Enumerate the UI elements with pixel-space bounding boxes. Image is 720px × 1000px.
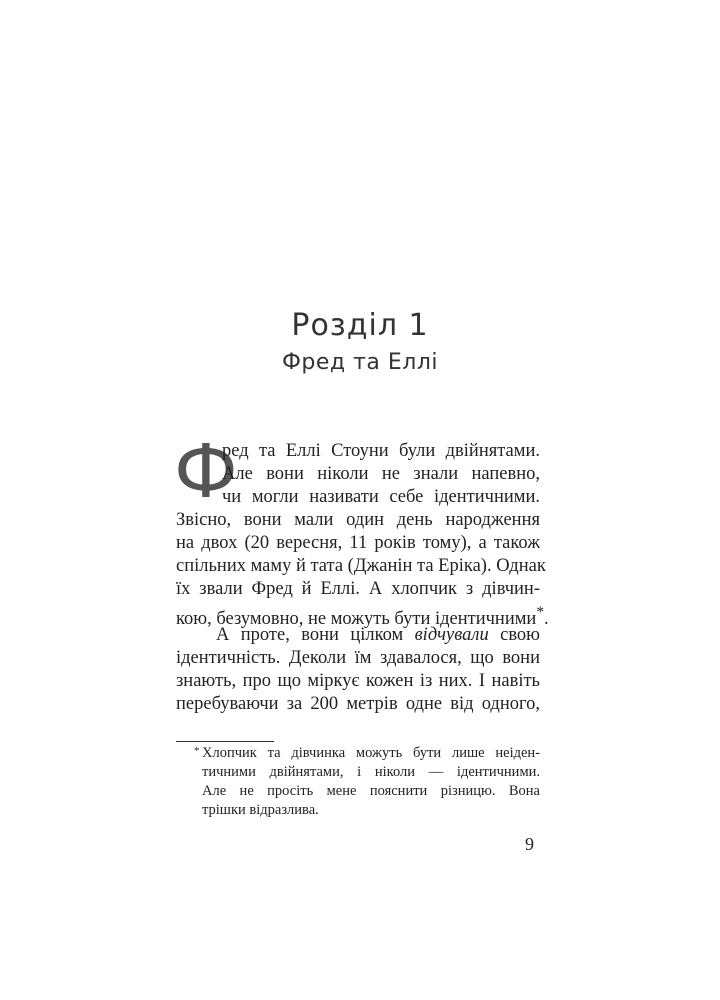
footnote — [194, 744, 540, 820]
text-line: ідентичність. Деколи їм здавалося, що вони — [176, 648, 540, 668]
text-line: Звісно, вони мали один день народження — [176, 510, 540, 530]
text-line — [176, 624, 540, 647]
footnote-asterisk: * — [194, 745, 200, 757]
text-span: А проте, вони цілком — [216, 625, 415, 645]
footnote-line: Хлопчик та дівчинка можуть бути лише неіден- — [202, 745, 540, 761]
text-line: перебуваючи за 200 метрів одне від одного, — [176, 694, 540, 714]
text-line: знають, про що міркує кожен із них. І навіть — [176, 671, 540, 691]
chapter-subtitle: Фред та Еллі — [281, 350, 439, 375]
footnote-line: тичними двійнятами, і ніколи — ідентичними. — [202, 764, 540, 780]
text-line: Але вони ніколи не знали напевно, — [222, 464, 540, 484]
text-line: на двох (20 вересня, 11 років тому), а також — [176, 533, 540, 553]
footnote-line: трішки відразлива. — [202, 802, 319, 818]
drop-cap: Ф — [174, 429, 238, 515]
text-line: кою, безумовно, не можуть бути ідентичними*. — [176, 604, 549, 630]
footnote-line: Але не просіть мене пояснити різницю. Вона — [202, 783, 540, 799]
text-line: їх звали Фред й Еллі. А хлопчик з дівчин- — [176, 579, 540, 599]
page-number: 9 — [525, 834, 534, 854]
body-text — [174, 429, 549, 716]
text-line-content: кою, безумовно, не можуть бути ідентичними — [176, 609, 537, 630]
chapter-title: Розділ 1 — [291, 308, 429, 343]
footnote-marker: * — [536, 604, 545, 621]
text-line: ред та Еллі Стоуни були двійнятами. — [222, 441, 540, 461]
emphasis-text: відчували — [414, 625, 489, 645]
text-line: чи могли називати себе ідентичними. — [222, 487, 540, 507]
text-line: спільних маму й тата (Джанін та Еріка). Однак — [176, 556, 546, 576]
footnote-divider — [176, 741, 274, 742]
text-span: свою — [488, 625, 540, 645]
